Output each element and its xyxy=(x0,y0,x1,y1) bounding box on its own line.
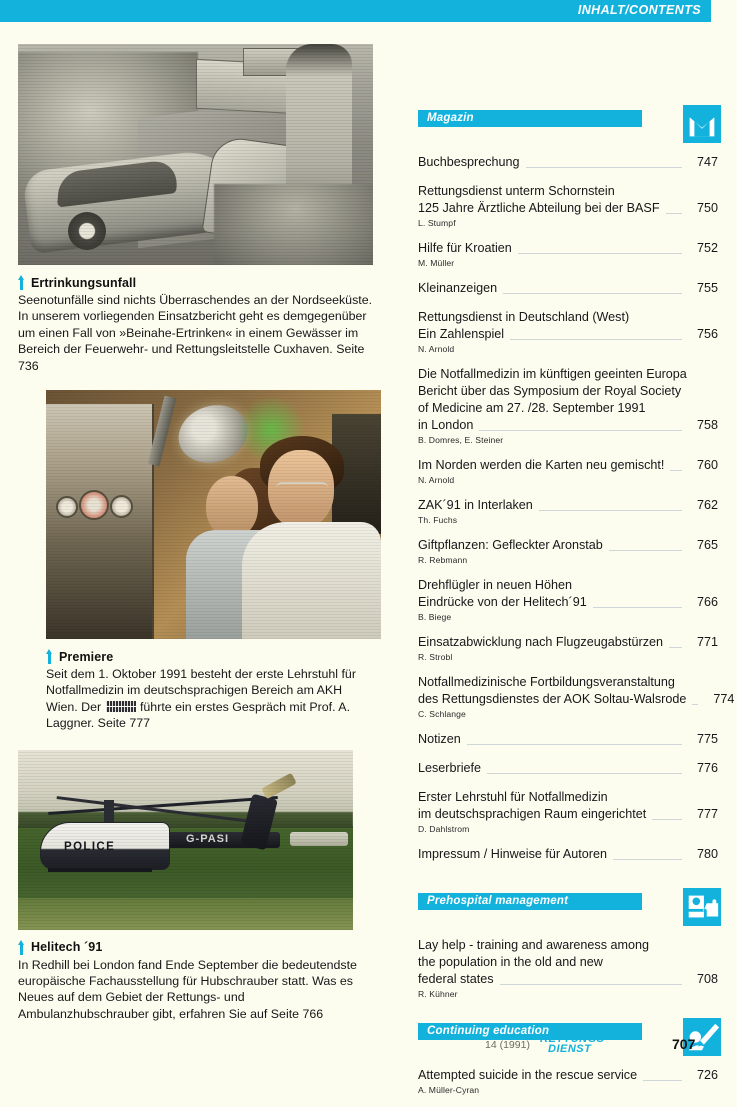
toc-leader-line xyxy=(621,185,682,197)
toc-entry-title: ZAK´91 in Interlaken xyxy=(418,498,533,512)
toc-section-bar xyxy=(418,110,642,127)
toc-entry[interactable] xyxy=(418,577,718,622)
toc-section-spacer xyxy=(418,1011,718,1023)
toc-page-number: 776 xyxy=(696,761,718,775)
caption-body-part1: Seit dem 1. Oktober 1991 besteht der erste Lehrstuhl für Notfallmedizin im deutschsprachigen Bereich am AKH Wien. Der xyxy=(46,667,356,714)
toc-leader-line xyxy=(652,807,682,820)
helicopter-police-marking: POLICE xyxy=(64,840,116,853)
toc-leader-line xyxy=(609,538,682,551)
helicopter-registration-marking: G-PASI xyxy=(186,832,230,845)
toc-page-number: 774 xyxy=(713,692,735,706)
toc-entry-author: R. Rebmann xyxy=(418,555,468,565)
toc-entry-title: Rettungsdienst unterm Schornstein xyxy=(418,184,615,198)
toc-entry-title: Buchbesprechung xyxy=(418,155,520,169)
toc-entry-author: B. Biege xyxy=(418,612,452,622)
toc-entry-title: 125 Jahre Ärztliche Abteilung bei der BASF xyxy=(418,201,660,215)
toc-entry-author: B. Domres, E. Steiner xyxy=(418,435,504,445)
toc-leader-line xyxy=(526,155,682,168)
caption-title: Premiere xyxy=(59,649,114,664)
toc-entry[interactable] xyxy=(418,240,718,268)
logo-line-1: RETTUNGS xyxy=(540,1033,605,1045)
toc-page-number: 747 xyxy=(696,155,718,169)
toc-entry-line xyxy=(418,1067,718,1084)
arrow-up-icon xyxy=(18,275,25,290)
caption-body: In Redhill bei London fand Ende September die bedeutendste europäische Fachausstellung für Hubschrauber statt. Was es Neues auf dem Gebiet der Rettungs- und Ambulanzhubschrauber gibt, erfahren Sie auf Seite 766 xyxy=(18,957,357,1021)
toc-entry-title: Impressum / Hinweise für Autoren xyxy=(418,847,607,861)
toc-entry-line xyxy=(418,400,718,417)
toc-leader-line xyxy=(467,732,682,745)
toc-entry-author: C. Schlange xyxy=(418,709,466,719)
toc-entry-line xyxy=(418,200,718,217)
toc-entry-title: Kleinanzeigen xyxy=(418,281,498,295)
page-footer xyxy=(0,1031,737,1061)
toc-entry-title: Im Norden werden die Karten neu gemischt! xyxy=(418,458,665,472)
toc-entry-line xyxy=(418,280,718,297)
toc-leader-line xyxy=(693,368,699,380)
toc-entry[interactable] xyxy=(418,497,718,525)
toc-entry-line xyxy=(418,954,718,971)
toc-entry[interactable] xyxy=(418,154,718,171)
logo-line-2: DIENST xyxy=(548,1043,592,1055)
toc-entry[interactable] xyxy=(418,280,718,297)
toc-page-number: 777 xyxy=(696,807,718,821)
toc-leader-line xyxy=(613,847,682,860)
toc-section-title: Magazin xyxy=(427,112,474,124)
feature-premiere xyxy=(18,390,376,732)
toc-entry[interactable] xyxy=(418,846,718,863)
toc-leader-line xyxy=(518,241,682,254)
toc-entry-line xyxy=(418,577,718,594)
toc-page-number: 760 xyxy=(696,458,718,472)
drowning-accident-photo xyxy=(18,44,373,265)
toc-entry-title: Giftpflanzen: Gefleckter Aronstab xyxy=(418,538,603,552)
toc-page-number: 752 xyxy=(696,241,718,255)
toc-entry-list xyxy=(418,1067,718,1095)
toc-entry-line xyxy=(418,457,718,474)
toc-entry-title: federal states xyxy=(418,972,494,986)
toc-entry-author: Th. Fuchs xyxy=(418,515,458,525)
toc-entry-line xyxy=(418,971,718,988)
toc-page-number: 766 xyxy=(696,595,718,609)
feature-helitech xyxy=(18,750,376,1023)
toc-section-spacer xyxy=(418,875,718,893)
caption-drowning-accident xyxy=(18,275,376,374)
toc-entry-line xyxy=(418,731,718,748)
toc-page-number: 780 xyxy=(696,847,718,861)
header-bar-edge xyxy=(711,0,737,22)
toc-entry-author: A. Müller-Cyran xyxy=(418,1085,480,1095)
toc-page-number: 771 xyxy=(696,635,718,649)
toc-entry[interactable] xyxy=(418,760,718,777)
header-bar xyxy=(0,0,711,22)
caption-title: Ertrinkungsunfall xyxy=(31,275,137,290)
toc-page-number: 775 xyxy=(696,732,718,746)
toc-leader-line xyxy=(692,692,698,705)
toc-entry-title: in London xyxy=(418,418,474,432)
premiere-clinic-photo xyxy=(46,390,381,639)
toc-entry-line xyxy=(418,497,718,514)
toc-entry-line xyxy=(418,691,735,708)
toc-entry-title: Eindrücke von der Helitech´91 xyxy=(418,595,587,609)
toc-entry[interactable] xyxy=(418,1067,718,1095)
toc-entry-line xyxy=(418,383,718,400)
table-of-contents xyxy=(418,110,735,1107)
toc-entry-line xyxy=(418,594,718,611)
toc-entry[interactable] xyxy=(418,789,718,834)
caption-premiere xyxy=(46,649,376,732)
toc-entry-title: Lay help - training and awareness among xyxy=(418,938,650,952)
toc-leader-line xyxy=(578,579,682,591)
toc-entry[interactable] xyxy=(418,309,718,354)
toc-page-number: 755 xyxy=(696,281,718,295)
toc-entry-line xyxy=(418,537,718,554)
page-number: 707 xyxy=(672,1036,696,1052)
toc-entry-list xyxy=(418,154,735,863)
toc-entry-line xyxy=(418,309,718,326)
toc-page-number: 750 xyxy=(696,201,718,215)
envelope-icon xyxy=(683,105,721,143)
toc-entry-title: im deutschsprachigen Raum eingerichtet xyxy=(418,807,647,821)
toc-leader-line xyxy=(539,498,682,511)
toc-entry-author: N. Arnold xyxy=(418,344,455,354)
toc-leader-line xyxy=(681,676,687,688)
toc-section-header xyxy=(418,893,718,923)
caption-title: Helitech ´91 xyxy=(31,940,103,955)
toc-page-number: 756 xyxy=(696,327,718,341)
toc-leader-line xyxy=(593,595,682,608)
toc-entry[interactable] xyxy=(418,366,718,445)
toc-section-header xyxy=(418,110,718,140)
toc-entry-author: M. Müller xyxy=(418,258,455,268)
toc-entry-title: Attempted suicide in the rescue service xyxy=(418,1068,638,1082)
toc-leader-line xyxy=(655,939,682,951)
arrow-up-icon xyxy=(46,649,53,664)
caption-body-part2: führte ein erstes Gespräch mit Prof. A. Laggner. Seite 777 xyxy=(46,699,351,731)
toc-page-number: 762 xyxy=(696,498,718,512)
toc-leader-line xyxy=(487,761,682,774)
toc-entry-title: des Rettungsdienstes der AOK Soltau-Walsrode xyxy=(418,692,687,706)
toc-leader-line xyxy=(666,201,682,214)
toc-entry-title: Hilfe für Kroatien xyxy=(418,241,512,255)
toc-entry-line xyxy=(418,240,718,257)
toc-entry-line xyxy=(418,937,718,954)
toc-entry-author: R. Strobl xyxy=(418,652,453,662)
toc-entry-list xyxy=(418,937,718,999)
toc-entry-line xyxy=(418,417,718,434)
toc-leader-line xyxy=(652,402,682,414)
toc-entry-line xyxy=(418,634,718,651)
toc-entry-title: Ein Zahlenspiel xyxy=(418,327,505,341)
toc-entry-title: Bericht über das Symposium der Royal Society xyxy=(418,384,682,398)
monitor-puzzle-icon xyxy=(683,888,721,926)
toc-entry-title: Die Notfallmedizin im künftigen geeinten Europa xyxy=(418,367,687,381)
toc-entry-title: the population in the old and new xyxy=(418,955,603,969)
issue-label: 14 (1991) xyxy=(485,1039,530,1051)
toc-entry-line xyxy=(418,154,718,171)
toc-entry-title: Leserbriefe xyxy=(418,761,482,775)
toc-section-title: Continuing education xyxy=(427,1025,550,1037)
toc-section-title: Prehospital management xyxy=(427,895,569,907)
toc-entry-title: of Medicine am 27. /28. September 1991 xyxy=(418,401,646,415)
helitech-helicopter-photo xyxy=(18,750,353,930)
toc-entry-title: Notfallmedizinische Fortbildungsveranstaltung xyxy=(418,675,675,689)
toc-page-number: 765 xyxy=(696,538,718,552)
toc-entry-title: Erster Lehrstuhl für Notfallmedizin xyxy=(418,790,608,804)
toc-leader-line xyxy=(510,327,682,340)
toc-entry-author: L. Stumpf xyxy=(418,218,456,228)
toc-entry[interactable] xyxy=(418,183,718,228)
toc-section-bar xyxy=(418,893,642,910)
rettungsdienst-logo xyxy=(106,701,136,712)
toc-entry-line xyxy=(418,366,718,383)
caption-body xyxy=(46,666,376,732)
toc-page-number: 758 xyxy=(696,418,718,432)
rettungsdienst-logo xyxy=(540,1033,605,1055)
toc-entry-line xyxy=(418,326,718,343)
toc-entry[interactable] xyxy=(418,634,718,662)
toc-leader-line xyxy=(609,956,682,968)
toc-leader-line xyxy=(687,385,693,397)
feature-drowning-accident xyxy=(18,44,376,374)
left-column xyxy=(18,44,376,1022)
toc-entry-author: R. Kühner xyxy=(418,989,458,999)
toc-leader-line xyxy=(635,311,682,323)
toc-entry-title: Einsatzabwicklung nach Flugzeugabstürzen xyxy=(418,635,664,649)
toc-entry-line xyxy=(418,789,718,806)
toc-entry-author: D. Dahlstrom xyxy=(418,824,470,834)
toc-entry[interactable] xyxy=(418,537,718,565)
toc-entry-title: Rettungsdienst in Deutschland (West) xyxy=(418,310,630,324)
page-title: INHALT/CONTENTS xyxy=(577,3,701,17)
toc-leader-line xyxy=(500,972,682,985)
toc-entry-line xyxy=(418,760,718,777)
toc-entry-line xyxy=(418,183,718,200)
toc-entry-title: Notizen xyxy=(418,732,461,746)
toc-leader-line xyxy=(614,791,682,803)
toc-entry-author: N. Arnold xyxy=(418,475,455,485)
toc-leader-line xyxy=(669,635,682,648)
toc-leader-line xyxy=(479,418,682,431)
toc-entry-line xyxy=(418,674,718,691)
toc-entry[interactable] xyxy=(418,457,718,485)
toc-entry[interactable] xyxy=(418,674,735,719)
arrow-up-icon xyxy=(18,940,25,955)
toc-entry[interactable] xyxy=(418,937,718,999)
toc-entry-line xyxy=(418,806,718,823)
toc-page-number: 708 xyxy=(696,972,718,986)
toc-leader-line xyxy=(643,1068,682,1081)
toc-entry-line xyxy=(418,846,718,863)
caption-helitech xyxy=(18,940,376,1023)
toc-page-number: 726 xyxy=(696,1068,718,1082)
toc-leader-line xyxy=(503,281,682,294)
toc-leader-line xyxy=(670,458,682,471)
toc-entry[interactable] xyxy=(418,731,718,748)
caption-body: Seenotunfälle sind nichts Überraschendes an der Nordseeküste. In unserem vorliegenden Einsatzbericht geht es demgegenüber um einen Fall von »Beinahe-Ertrinken« in einem Gewässer im Bereich der Feuerwehr- und Rettungsleitstelle Cuxhaven. Seite 736 xyxy=(18,293,373,373)
toc-entry-title: Drehflügler in neuen Höhen xyxy=(418,578,573,592)
